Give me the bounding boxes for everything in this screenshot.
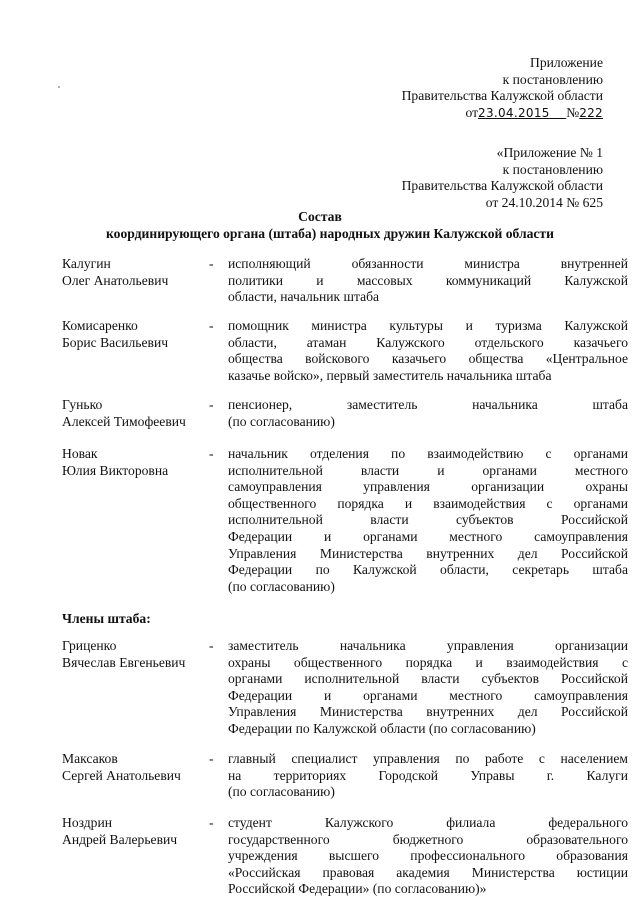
person-surname: Калугин (62, 256, 111, 271)
members-heading: Члены штаба: (62, 611, 151, 626)
person-position (228, 397, 628, 430)
person-name (62, 397, 212, 430)
person-position (228, 751, 628, 801)
position-line: Российской Федерации» (по согласованию)» (228, 881, 487, 897)
dash-separator: - (209, 638, 214, 653)
position-line: Федерации по Калужской области (по согласованию) (228, 720, 536, 736)
person-given-name: Олег Анатольевич (62, 272, 169, 288)
position-line: заместитель начальника управления организации (228, 638, 628, 653)
position-line: самоуправления управления организации охраны (228, 479, 628, 495)
person-position (228, 256, 628, 306)
person-position (228, 815, 628, 898)
original-appendix-header (402, 145, 603, 211)
appendix-date: 23.04.2015 (478, 105, 550, 120)
position-line: пенсионер, заместитель начальника штаба (228, 397, 628, 412)
position-line: Федерации и органами местного самоуправления (228, 528, 628, 544)
dash-separator: - (209, 751, 214, 766)
dash-separator: - (209, 815, 214, 830)
position-line: органами исполнительной власти субъектов Российской (228, 671, 628, 687)
position-line: Федерации и органами местного самоуправления (228, 687, 628, 703)
person-given-name: Вячеслав Евгеньевич (62, 654, 186, 670)
appendix-line: от 24.10.2014 № 625 (485, 194, 603, 210)
position-line: области, начальник штаба (228, 289, 380, 305)
appendix-line: Правительства Калужской области (401, 178, 603, 194)
position-line: государственного бюджетного образовательного (228, 831, 628, 847)
position-line: Управления Министерства внутренних дел Российской (228, 545, 628, 561)
person-name (62, 318, 212, 351)
dash-separator: - (209, 318, 214, 333)
person-given-name: Борис Васильевич (62, 334, 169, 350)
appendix-number: 222 (579, 105, 603, 120)
person-surname: Новак (62, 446, 98, 461)
person-name (62, 638, 212, 671)
position-line: исполнительной власти и органами местного (228, 462, 628, 478)
position-line: общества войскового казачьего общества «Центральное (228, 351, 628, 367)
appendix-header (402, 55, 603, 121)
appendix-line: Приложение (530, 55, 603, 70)
position-line: Управления Министерства внутренних дел Российской (228, 704, 628, 720)
position-line: главный специалист управления по работе с населением (228, 751, 628, 766)
appendix-date-line (402, 105, 603, 122)
person-position (228, 318, 628, 384)
person-given-name: Сергей Анатольевич (62, 767, 181, 783)
person-given-name: Андрей Валерьевич (62, 831, 178, 847)
dash-separator: - (209, 256, 214, 271)
position-line: охраны общественного порядка и взаимодействия с (228, 654, 628, 670)
person-name (62, 446, 212, 479)
date-prefix: от (465, 104, 479, 120)
document-title (0, 209, 640, 242)
position-line: студент Калужского филиала федерального (228, 815, 628, 830)
position-line: исполнительной власти субъектов Российской (228, 512, 628, 528)
person-surname: Ноздрин (62, 815, 113, 830)
dash-separator: - (209, 446, 214, 461)
position-line: на территориях Городской Управы г. Калуги (228, 767, 628, 783)
person-surname: Гунько (62, 397, 103, 412)
position-line: общественного порядка и взаимодействия с органами (228, 495, 628, 511)
position-line: «Российская правовая академия Министерства юстиции (228, 864, 628, 880)
dash-separator: - (209, 397, 214, 412)
position-line: казачье войско», первый заместитель начальника штаба (228, 367, 552, 383)
number-prefix: № (566, 104, 580, 120)
person-position (228, 446, 628, 595)
position-line: (по согласованию) (228, 784, 335, 800)
position-line: помощник министра культуры и туризма Калужской (228, 318, 628, 333)
scan-speck (58, 86, 60, 88)
position-line: области, атаман Калужского отдельского казачьего (228, 334, 628, 350)
title-line: Состав (298, 209, 342, 224)
appendix-line: Правительства Калужской области (401, 88, 603, 104)
person-position (228, 638, 628, 738)
person-given-name: Алексей Тимофеевич (62, 413, 186, 429)
position-line: начальник отделения по взаимодействию с органами (228, 446, 628, 461)
appendix-line: «Приложение № 1 (496, 145, 603, 160)
position-line: учреждения высшего профессионального образования (228, 848, 628, 864)
position-line: (по согласованию) (228, 578, 335, 594)
position-line: (по согласованию) (228, 413, 335, 429)
person-surname: Комисаренко (62, 318, 138, 333)
person-surname: Максаков (62, 751, 118, 766)
appendix-line: к постановлению (502, 71, 603, 87)
title-line: координирующего органа (штаба) народных дружин Калужской области (106, 225, 554, 241)
person-name (62, 751, 212, 784)
person-surname: Гриценко (62, 638, 117, 653)
position-line: политики и массовых коммуникаций Калужской (228, 272, 628, 288)
person-given-name: Юлия Викторовна (62, 462, 169, 478)
position-line: Федерации по Калужской области, секретарь штаба (228, 562, 628, 578)
person-name (62, 815, 212, 848)
appendix-line: к постановлению (502, 161, 603, 177)
person-name (62, 256, 212, 289)
position-line: исполняющий обязанности министра внутренней (228, 256, 628, 271)
